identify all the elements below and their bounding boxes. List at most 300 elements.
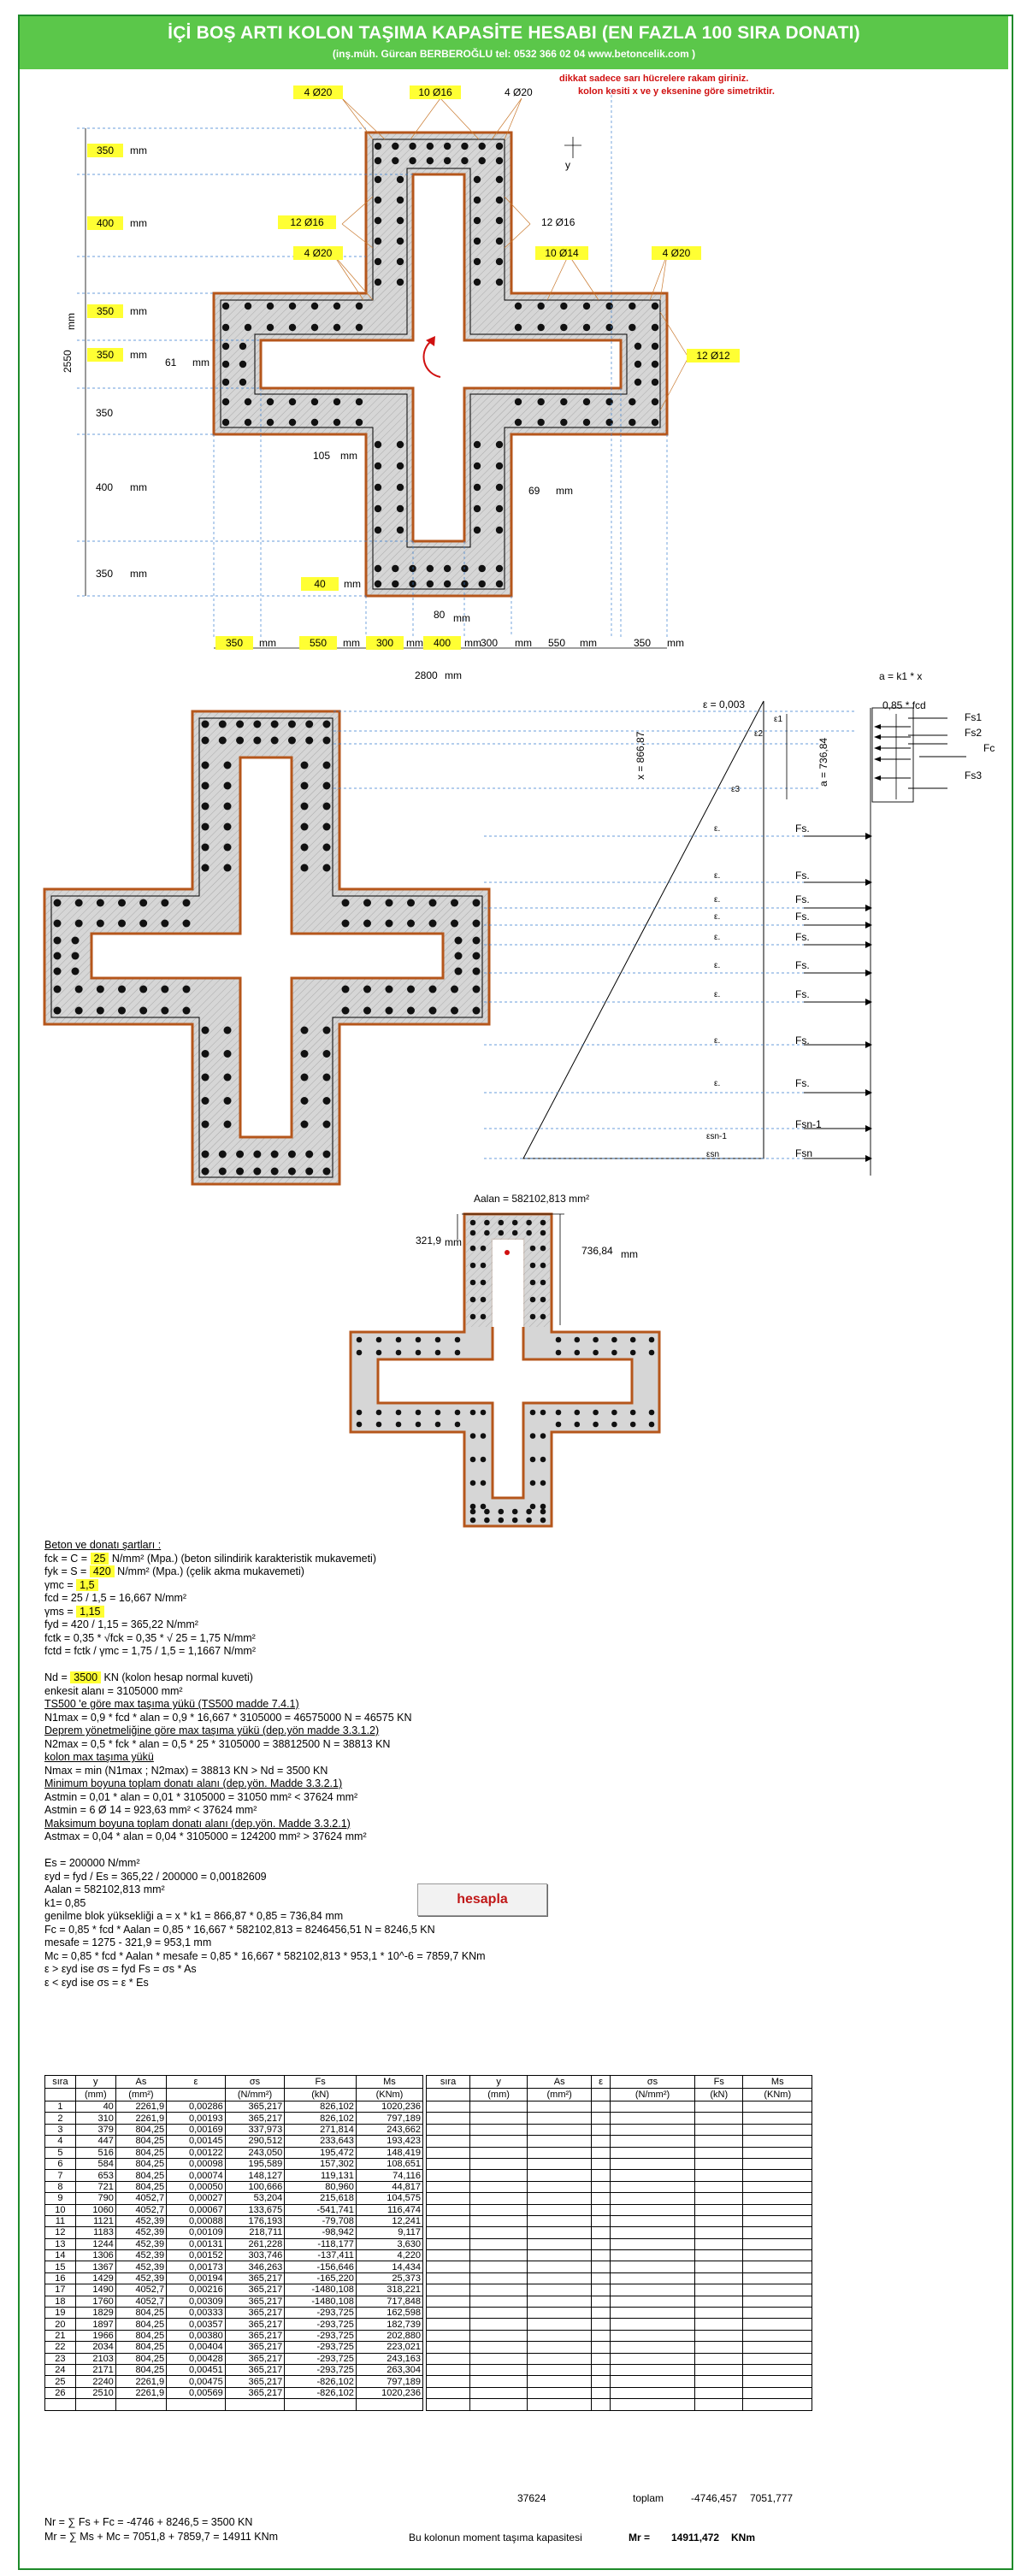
table-cell: [592, 2353, 611, 2364]
rebar-dot: [429, 899, 437, 907]
rebar-dot: [161, 986, 168, 993]
table-cell: [592, 2284, 611, 2296]
table-cell: [427, 2376, 470, 2387]
rebar-dot: [376, 1422, 382, 1428]
rebar-dot: [481, 1457, 487, 1463]
fyk-input[interactable]: 420: [90, 1565, 115, 1577]
rebar-dot: [357, 1337, 363, 1343]
rebar-dot: [473, 1007, 481, 1015]
note-yellow-cells: dikkat sadece sarı hücrelere rakam giriniz.: [559, 74, 749, 84]
rebar-dot: [118, 986, 126, 993]
rebar-dot: [481, 1263, 487, 1269]
table-cell: [528, 2250, 592, 2261]
yms-input[interactable]: 1,15: [76, 1606, 103, 1618]
rebar-dot: [363, 899, 371, 907]
rebar-dot: [323, 721, 331, 728]
force-arrowhead: [865, 1089, 872, 1096]
bar-label-6[interactable]: 4 Ø20: [293, 246, 343, 260]
rebar-dot: [526, 1230, 532, 1236]
rebar-dot: [301, 823, 309, 831]
eps-row-label: ε.: [714, 824, 721, 834]
rebar-dot: [397, 484, 404, 491]
rebar-dot: [605, 324, 612, 331]
table-cell: 1897: [75, 2319, 115, 2330]
unit-mm: mm: [130, 349, 147, 361]
nr-line: Nr = ∑ Fs + Fc = -4746 + 8246,5 = 3500 KN: [44, 2516, 253, 2528]
rebar-dot: [409, 157, 416, 164]
table-cell: 4052,7: [115, 2296, 166, 2307]
table-row: [45, 2113, 423, 2124]
table-row: [45, 2181, 423, 2192]
rebar-dot: [224, 844, 232, 852]
rebar-dot: [397, 505, 404, 512]
table-cell: [470, 2113, 528, 2124]
rebar-dot: [649, 1337, 655, 1343]
rebar-dot: [375, 157, 381, 164]
fs-row-label: Fs.: [795, 1035, 810, 1046]
stress-arrowhead: [874, 775, 881, 781]
mr-unit: KNm: [731, 2532, 756, 2544]
table-cell: 337,973: [225, 2124, 285, 2135]
total-ms: 7051,777: [750, 2492, 794, 2504]
rebar-dot: [323, 803, 331, 811]
rebar-dot: [416, 1350, 422, 1356]
column-header: As: [115, 2076, 166, 2089]
rebar-dot: [224, 782, 232, 790]
column-unit: [167, 2089, 226, 2101]
rebar-dot: [236, 721, 244, 728]
table-cell: [528, 2136, 592, 2147]
dim-bottom-2[interactable]: 550: [299, 636, 337, 650]
fck-label: fck = C =: [44, 1552, 88, 1565]
calculate-button[interactable]: hesapla: [417, 1883, 547, 1916]
table-row: [427, 2101, 812, 2113]
table-cell: [592, 2215, 611, 2226]
rebar-dot: [323, 782, 331, 790]
column-header: Fs: [285, 2076, 357, 2089]
table-cell: 3: [45, 2124, 76, 2135]
table-cell: [592, 2319, 611, 2330]
table-row: [45, 2308, 423, 2319]
rebar-dot: [496, 217, 503, 224]
rebar-dot: [461, 143, 468, 150]
min-title: Minimum boyuna toplam donatı alanı (dep.yön. Madde 3.3.2.1): [44, 1777, 343, 1789]
table-cell: [592, 2170, 611, 2181]
rebar-dot: [512, 1220, 518, 1226]
rebar-dot: [455, 937, 463, 945]
rebar-dot: [537, 419, 544, 426]
rebar-dot: [560, 303, 567, 309]
table-cell: [610, 2215, 694, 2226]
rebar-dot: [202, 1074, 210, 1082]
rebar-dot: [435, 1422, 441, 1428]
rebar-dot: [54, 937, 62, 945]
table-cell: 516: [75, 2147, 115, 2158]
table-cell: 584: [75, 2158, 115, 2169]
rebar-dot: [54, 986, 62, 993]
table-row: [45, 2319, 423, 2330]
table-cell: 365,217: [225, 2284, 285, 2296]
rebar-dot: [397, 527, 404, 533]
dim-bottom-4[interactable]: 400: [423, 636, 461, 650]
table-cell: 195,589: [225, 2158, 285, 2169]
rebar-dot: [301, 844, 309, 852]
esn-1: εsn-1: [706, 1132, 727, 1141]
table-cell: [592, 2399, 611, 2410]
table-cell: [695, 2193, 743, 2204]
table-cell: 0,00216: [167, 2284, 226, 2296]
table-cell: [427, 2342, 470, 2353]
table-cell: [610, 2227, 694, 2238]
bar-label-9[interactable]: 12 Ø12: [687, 349, 740, 363]
bar-label-3: 4 Ø20: [505, 86, 533, 98]
rebar-dot: [356, 398, 363, 405]
table-cell: 804,25: [115, 2319, 166, 2330]
rebar-dot: [72, 952, 80, 960]
table-row: [45, 2387, 423, 2398]
rebar-dot: [575, 1337, 581, 1343]
total-width: 2800: [415, 669, 438, 681]
rebar-dot: [451, 1007, 458, 1015]
rebar-dot: [427, 143, 434, 150]
rebar-dot: [397, 279, 404, 286]
author-line: (inş.müh. Gürcan BERBEROĞLU tel: 0532 366 02 04 www.betoncelik.com ): [332, 48, 696, 60]
rebar-dot: [629, 303, 635, 309]
section-title: Beton ve donatı şartları :: [44, 1539, 162, 1551]
table-cell: [592, 2342, 611, 2353]
table-cell: [695, 2308, 743, 2319]
x-value: x = 866,87: [634, 731, 646, 780]
table-row: [45, 2272, 423, 2284]
rebar-dot: [416, 1337, 422, 1343]
rebar-dot: [311, 324, 318, 331]
calculation-block: [44, 1539, 592, 1989]
rebar-dot: [375, 176, 381, 183]
table-cell: [610, 2193, 694, 2204]
rebar-dot: [611, 1337, 617, 1343]
table-cell: 0,00475: [167, 2376, 226, 2387]
bar-label-7[interactable]: 10 Ø14: [535, 246, 588, 260]
table-row: [45, 2353, 423, 2364]
table-cell: 40: [75, 2101, 115, 2113]
dim-bottom-1[interactable]: 350: [215, 636, 253, 650]
dim-left-2[interactable]: 400: [87, 216, 123, 230]
table-cell: 310: [75, 2113, 115, 2124]
rebar-dot: [289, 398, 296, 405]
table-cell: 9,117: [356, 2227, 422, 2238]
table-row: [427, 2193, 812, 2204]
compression-zone-diagram: [0, 1188, 1027, 1530]
table-cell: -118,177: [285, 2238, 357, 2249]
column-unit: [427, 2089, 470, 2101]
rebar-dot: [289, 324, 296, 331]
rebar-dot: [392, 143, 398, 150]
rebar-dot: [202, 844, 210, 852]
rebar-dot: [479, 581, 486, 587]
rebar-dot: [575, 1350, 581, 1356]
table-cell: 653: [75, 2170, 115, 2181]
dy-title: Deprem yönetmeliğine göre max taşıma yükü (dep.yön madde 3.3.1.2): [44, 1724, 380, 1736]
table-cell: 447: [75, 2136, 115, 2147]
table-cell: 452,39: [115, 2215, 166, 2226]
rebar-dot: [484, 1220, 490, 1226]
table-cell: [528, 2342, 592, 2353]
table-cell: 0,00380: [167, 2330, 226, 2341]
table-cell: -79,708: [285, 2215, 357, 2226]
astmin2-line: Astmin = 6 Ø 14 = 923,63 mm² < 37624 mm²: [44, 1804, 257, 1816]
table-cell: [470, 2364, 528, 2375]
table-cell: 452,39: [115, 2227, 166, 2238]
rebar-dot: [540, 1220, 546, 1226]
summary-block: [44, 2515, 278, 2544]
rebar-dot: [222, 324, 229, 331]
table-cell: 22: [45, 2342, 76, 2353]
rebar-dot: [512, 1518, 518, 1524]
rebar-dot: [357, 1350, 363, 1356]
rebar-dot: [301, 864, 309, 872]
table-cell: 452,39: [115, 2250, 166, 2261]
table-cell: [610, 2342, 694, 2353]
rebar-dot: [224, 1097, 232, 1105]
rebar-dot: [470, 1220, 476, 1226]
cross-section-drawing: [0, 0, 1027, 701]
bar-label-2[interactable]: 10 Ø16: [410, 85, 461, 99]
total-fs: -4746,457: [691, 2492, 738, 2504]
table-row: [427, 2342, 812, 2353]
table-cell: 826,102: [285, 2101, 357, 2113]
table-cell: [743, 2181, 812, 2192]
rebar-dot: [301, 1121, 309, 1129]
rebar-dot: [455, 968, 463, 976]
table-cell: 116,474: [356, 2204, 422, 2215]
rebar-dot: [455, 1422, 461, 1428]
fck-input[interactable]: 25: [91, 1553, 109, 1565]
table-row: [45, 2376, 423, 2387]
table-cell: 365,217: [225, 2101, 285, 2113]
unit-mm: mm: [130, 481, 147, 493]
table-cell: [695, 2136, 743, 2147]
bar-label-1[interactable]: 4 Ø20: [293, 85, 343, 99]
rebar-dot: [333, 324, 340, 331]
table-cell: [427, 2170, 470, 2181]
table-cell: 318,221: [356, 2284, 422, 2296]
rebar-dot: [470, 1246, 476, 1252]
rebar-dot: [375, 197, 381, 203]
kmax-title: kolon max taşıma yükü: [44, 1751, 154, 1763]
table-cell: 162,598: [356, 2308, 422, 2319]
table-row: [45, 2330, 423, 2341]
table-cell: [470, 2250, 528, 2261]
ymc-input[interactable]: 1,5: [76, 1579, 97, 1591]
column-unit: (mm²): [528, 2089, 592, 2101]
rebar-dot: [540, 1480, 546, 1486]
table-cell: 2240: [75, 2376, 115, 2387]
fsn-1: Fsn-1: [795, 1118, 822, 1130]
rebar-dot: [649, 1422, 655, 1428]
rebar-dot: [397, 238, 404, 245]
table-cell: [470, 2284, 528, 2296]
fs-row-label: Fs.: [795, 1077, 810, 1089]
table-cell: 1020,236: [356, 2101, 422, 2113]
table-cell: [695, 2124, 743, 2135]
eps-row-label: ε.: [714, 961, 721, 970]
nd-input[interactable]: 3500: [70, 1671, 101, 1683]
column-unit: (kN): [695, 2089, 743, 2101]
rebar-dot: [224, 1074, 232, 1082]
rebar-dot: [470, 1433, 476, 1439]
table-cell: [470, 2227, 528, 2238]
table-cell: 365,217: [225, 2376, 285, 2387]
fyd-line: fyd = 420 / 1,15 = 365,22 N/mm²: [44, 1618, 198, 1630]
table-cell: 1306: [75, 2250, 115, 2261]
dim-40[interactable]: 40: [301, 577, 339, 591]
rebar-dot: [342, 920, 350, 928]
table-cell: [592, 2238, 611, 2249]
dim-left-3[interactable]: 350: [87, 304, 123, 318]
fc-line: Fc = 0,85 * fcd * Aalan = 0,85 * 16,667 * 582102,813 = 8246456,51 N = 8246,5 KN: [44, 1923, 435, 1936]
table-cell: [592, 2250, 611, 2261]
rebar-dot: [530, 1280, 536, 1286]
table-cell: -293,725: [285, 2364, 357, 2375]
table-cell: 1429: [75, 2272, 115, 2284]
column-header: σs: [610, 2076, 694, 2089]
dim-80: 80: [434, 609, 446, 621]
table-cell: 2103: [75, 2353, 115, 2364]
axis-y-label: y: [565, 159, 570, 171]
table-row: [427, 2399, 812, 2410]
table-cell: 263,304: [356, 2364, 422, 2375]
table-row: [427, 2387, 812, 2398]
rebar-dot: [484, 1509, 490, 1515]
rebar-dot: [236, 1168, 244, 1176]
table-cell: 17: [45, 2284, 76, 2296]
rebar-dot: [496, 197, 503, 203]
rebar-dot: [427, 157, 434, 164]
table-row: [45, 2250, 423, 2261]
rebar-dot: [530, 1246, 536, 1252]
fs-row-label: Fs.: [795, 893, 810, 905]
fyk-label: fyk = S =: [44, 1565, 87, 1577]
table-cell: 1244: [75, 2238, 115, 2249]
rebar-dot: [202, 1097, 210, 1105]
table-cell: [592, 2136, 611, 2147]
es-line: Es = 200000 N/mm²: [44, 1857, 140, 1869]
cond1-line: ε > εyd ise σs = fyd Fs = σs * As: [44, 1963, 197, 1975]
force-arrowhead: [865, 1125, 872, 1132]
rebar-dot: [634, 343, 641, 350]
table-cell: [470, 2204, 528, 2215]
table-cell: -1480,108: [285, 2284, 357, 2296]
rebar-dot: [496, 505, 503, 512]
table-cell: 0,00152: [167, 2250, 226, 2261]
rebar-dot: [333, 303, 340, 309]
table-cell: 826,102: [285, 2113, 357, 2124]
rebar-dot: [323, 844, 331, 852]
rebar-dot: [323, 823, 331, 831]
eyd-line: εyd = fyd / Es = 365,22 / 200000 = 0,00182609: [44, 1870, 267, 1883]
table-row: [45, 2261, 423, 2272]
results-table: [44, 2075, 423, 2411]
rebar-dot: [375, 565, 381, 572]
rebar-dot: [301, 1050, 309, 1058]
rebar-dot: [481, 1297, 487, 1303]
table-row: [45, 2364, 423, 2375]
table-cell: -541,741: [285, 2204, 357, 2215]
table-cell: [528, 2284, 592, 2296]
table-cell: 53,204: [225, 2193, 285, 2204]
table-row: [427, 2124, 812, 2135]
table-cell: 261,228: [225, 2238, 285, 2249]
rebar-dot: [139, 986, 147, 993]
table-cell: 74,116: [356, 2170, 422, 2181]
rebar-dot: [183, 899, 191, 907]
rebar-dot: [474, 441, 481, 448]
rebar-dot: [75, 1007, 83, 1015]
rebar-dot: [560, 324, 567, 331]
rebar-dot: [305, 721, 313, 728]
rebar-dot: [202, 762, 210, 769]
table-cell: 12,241: [356, 2215, 422, 2226]
rebar-dot: [363, 986, 371, 993]
yms-label: γms =: [44, 1605, 74, 1618]
table-row: [45, 2124, 423, 2135]
rebar-dot: [288, 1168, 296, 1176]
rebar-dot: [496, 176, 503, 183]
dim-bottom-3[interactable]: 300: [366, 636, 404, 650]
table-row: [427, 2170, 812, 2181]
table-cell: [528, 2296, 592, 2307]
table-cell: 1020,236: [356, 2387, 422, 2398]
rebar-dot: [540, 1280, 546, 1286]
rebar-dot: [481, 1433, 487, 1439]
table-cell: 365,217: [225, 2308, 285, 2319]
force-arrowhead: [865, 999, 872, 1005]
table-cell: [695, 2147, 743, 2158]
rebar-dot: [271, 721, 279, 728]
rebar-dot: [301, 1074, 309, 1082]
rebar-dot: [470, 1504, 476, 1510]
rebar-dot: [461, 565, 468, 572]
rebar-dot: [118, 920, 126, 928]
rebar-dot: [470, 1457, 476, 1463]
rebar-dot: [407, 899, 415, 907]
epsilon-top: ε = 0,003: [703, 699, 746, 710]
rebar-dot: [311, 398, 318, 405]
bar-label-4[interactable]: 12 Ø16: [278, 215, 336, 229]
table-row: [427, 2261, 812, 2272]
table-cell: 243,050: [225, 2147, 285, 2158]
table-cell: [528, 2261, 592, 2272]
rebar-dot: [54, 920, 62, 928]
table-cell: 452,39: [115, 2238, 166, 2249]
dim-left-1[interactable]: 350: [87, 144, 123, 157]
rebar-dot: [409, 565, 416, 572]
results-table-empty: [426, 2075, 812, 2411]
rebar-dot: [470, 1263, 476, 1269]
dim-left-4[interactable]: 350: [87, 348, 123, 362]
table-cell: [470, 2272, 528, 2284]
table-row: [427, 2215, 812, 2226]
table-cell: 0,00169: [167, 2124, 226, 2135]
bar-label-8[interactable]: 4 Ø20: [652, 246, 701, 260]
table-cell: -293,725: [285, 2342, 357, 2353]
rebar-dot: [323, 1050, 331, 1058]
table-cell: 1490: [75, 2284, 115, 2296]
table-row: [45, 2284, 423, 2296]
enkesit-line: enkesit alanı = 3105000 mm²: [44, 1684, 183, 1697]
rebar-dot: [515, 419, 522, 426]
table-cell: 11: [45, 2215, 76, 2226]
